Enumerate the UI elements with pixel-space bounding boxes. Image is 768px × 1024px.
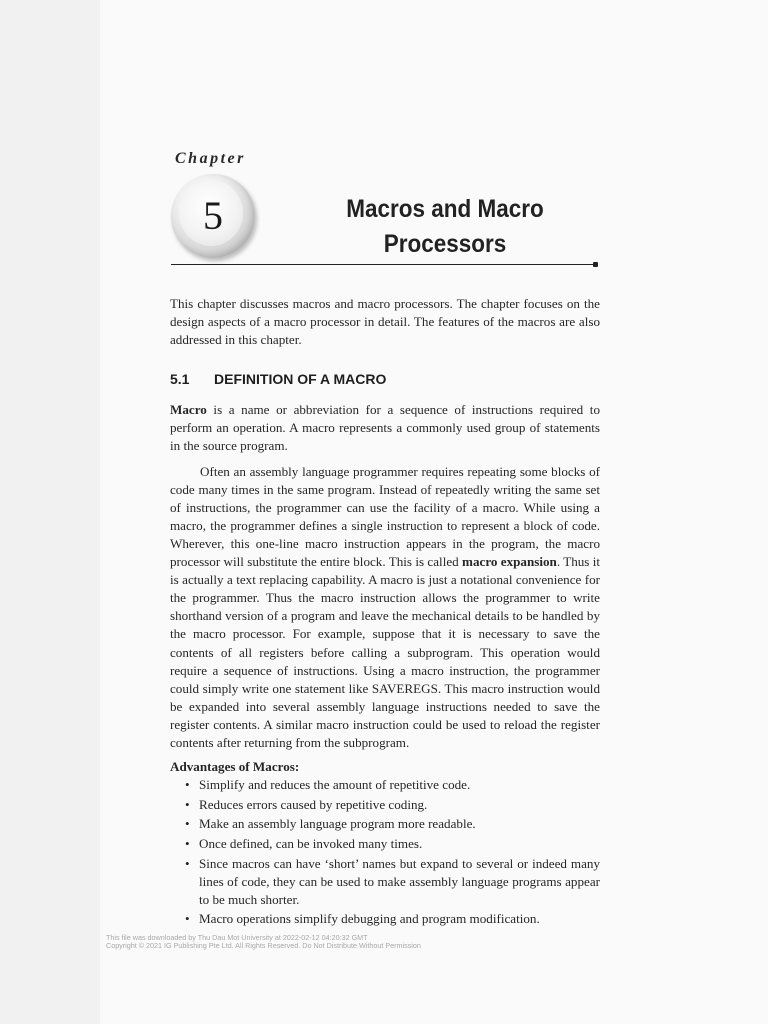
advantages-list	[170, 776, 600, 928]
list-item	[185, 776, 600, 794]
chapter-title-line2: Processors	[383, 230, 507, 258]
chapter-label: Chapter	[175, 150, 246, 167]
list-item	[185, 855, 600, 909]
list-item-text: Macro operations simplify debugging and program modification.	[199, 911, 540, 927]
download-footer	[106, 934, 421, 950]
definition-text: is a name or abbreviation for a sequence of instructions required to perform an operation. A macro represents a commonly used group of statements in the source program.	[170, 402, 600, 454]
macro-expansion-term: macro expansion	[462, 554, 557, 570]
list-item-text: Reduces errors caused by repetitive coding.	[199, 796, 428, 812]
bullet-icon: •	[185, 911, 190, 927]
bullet-icon: •	[185, 796, 190, 812]
list-item-text: Simplify and reduces the amount of repetitive code.	[199, 777, 471, 793]
definition-term: Macro	[170, 402, 207, 418]
section-heading	[170, 370, 600, 388]
bullet-icon: •	[185, 816, 190, 832]
paragraph-text-before: Often an assembly language programmer requires repeating some blocks of code many times in the same program. Instead of repeatedly writing the same set of instructions, the programmer can use the facility of a macro. While using a macro, the programmer defines a single instruction to represent a block of code. Wherever, this one-line macro instruction appears in the program, the macro processor will substitute the entire block. This is called	[170, 463, 600, 570]
paragraph-text-after: . Thus it is actually a text replacing capability. A macro is just a notational convenience for the programmer. Thus the macro instruction allows the programmer to write shorthand version of a program and leave the mechanical details to be handled by the macro processor. For example, suppose that it is necessary to save the contents of all registers before calling a subprogram. This operation would require a sequence of instructions. Using a macro instruction, the programmer could simply write one statement like SAVEREGS. This macro instruction would be expanded into several assembly language instructions needed to save the register contents. A similar macro instruction could be used to reload the register contents after returning from the subprogram.	[170, 554, 600, 750]
bullet-icon: •	[185, 777, 190, 793]
definition-paragraph	[170, 401, 600, 455]
chapter-number-badge	[171, 174, 255, 258]
list-item-text: Make an assembly language program more readable.	[199, 816, 476, 832]
list-item	[185, 910, 600, 928]
title-divider	[171, 264, 595, 265]
footer-copyright: Copyright © 2021 IG Publishing Pte Ltd. All Rights Reserved. Do Not Distribute Without Permission	[106, 941, 421, 950]
bullet-icon: •	[185, 855, 190, 871]
list-item-text: Once defined, can be invoked many times.	[199, 835, 423, 851]
section-number: 5.1	[170, 371, 190, 388]
list-item-text: Since macros can have ‘short’ names but expand to several or indeed many lines of code, they can be used to make assembly language programs appear to be much shorter.	[199, 855, 600, 907]
section-title: DEFINITION OF A MACRO	[214, 371, 387, 388]
footer-download-notice: This file was downloaded by Thu Dau Mot University at 2022-02-12 04:20:32 GMT	[106, 933, 368, 942]
chapter-intro: This chapter discusses macros and macro processors. The chapter focuses on the design aspects of a macro processor in detail. The features of the macros are also addressed in this chapter.	[170, 296, 600, 348]
list-item	[185, 796, 600, 814]
chapter-title	[315, 192, 576, 262]
chapter-title-line1: Macros and Macro	[346, 195, 544, 223]
advantages-heading: Advantages of Macros:	[170, 759, 300, 775]
macro-expansion-paragraph	[170, 463, 600, 753]
list-item	[185, 835, 600, 853]
chapter-number: 5	[203, 193, 223, 238]
bullet-icon: •	[185, 835, 190, 851]
chapter-body	[170, 295, 600, 930]
title-divider-end	[593, 262, 598, 267]
list-item	[185, 815, 600, 833]
